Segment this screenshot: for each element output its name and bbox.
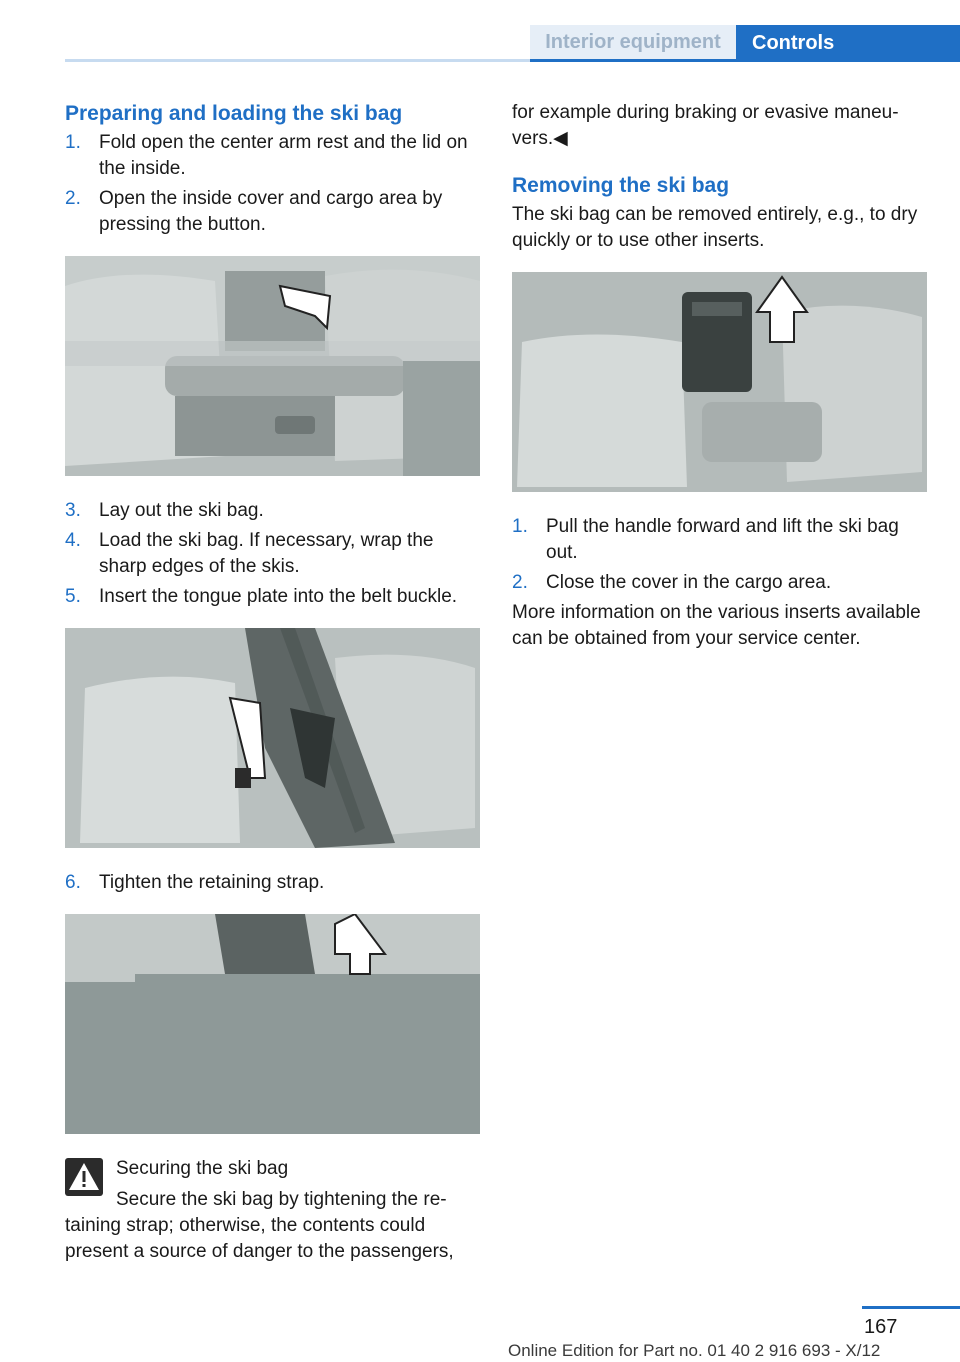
section-heading-removing: Removing the ski bag xyxy=(512,174,730,197)
list-item xyxy=(512,570,930,596)
warning-text-first-line: Secure the ski bag by tightening the re- xyxy=(116,1189,447,1210)
right-column xyxy=(512,100,930,656)
step-text: Lay out the ski bag. xyxy=(99,500,264,521)
page-number: 167 xyxy=(864,1316,898,1338)
header-rule xyxy=(65,59,530,62)
warning-title: Securing the ski bag xyxy=(116,1158,289,1179)
step-number: 1. xyxy=(512,516,528,537)
step-text: Load the ski bag. If necessary, wrap the sharp edges of the skis. xyxy=(99,530,434,577)
left-column xyxy=(65,100,483,1265)
step-number: 3. xyxy=(65,500,81,521)
section-heading-preparing: Preparing and loading the ski bag xyxy=(65,102,403,125)
list-item xyxy=(65,584,483,610)
continuation-text: for example during braking or evasive maneu-vers.◀ xyxy=(512,102,899,149)
page-number-rule xyxy=(862,1306,960,1309)
step-number: 2. xyxy=(65,188,81,209)
header-chapter-tab[interactable]: Controls xyxy=(736,25,960,62)
photo-armrest-open xyxy=(65,256,480,476)
list-item xyxy=(65,528,483,580)
step-text: Tighten the retaining strap. xyxy=(99,872,325,893)
step-text: Open the inside cover and cargo area by pressing the button. xyxy=(99,188,443,235)
step-text: Pull the handle forward and lift the ski bag out. xyxy=(546,516,899,563)
closing-text: More information on the various inserts available can be obtained from your service center. xyxy=(512,602,921,649)
step-number: 6. xyxy=(65,872,81,893)
steps-list-b xyxy=(65,498,483,610)
steps-list-c xyxy=(65,870,483,896)
warning-block xyxy=(65,1156,483,1265)
warning-text: taining strap; otherwise, the contents could present a source of danger to the passengers, xyxy=(65,1215,454,1262)
step-number: 4. xyxy=(65,530,81,551)
list-item xyxy=(512,514,930,566)
intro-text: The ski bag can be removed entirely, e.g., to dry quickly or to use other inserts. xyxy=(512,204,918,251)
list-item xyxy=(65,130,483,182)
warning-triangle-icon xyxy=(65,1158,103,1196)
step-text: Insert the tongue plate into the belt buckle. xyxy=(99,586,458,607)
list-item xyxy=(65,498,483,524)
steps-list-removal xyxy=(512,514,930,596)
step-text: Fold open the center arm rest and the lid on the inside. xyxy=(99,132,468,179)
footer-edition: Online Edition for Part no. 01 40 2 916 693 - X/12 xyxy=(508,1341,881,1360)
list-item xyxy=(65,870,483,896)
step-number: 2. xyxy=(512,572,528,593)
step-number: 1. xyxy=(65,132,81,153)
header-section-tab[interactable]: Interior equipment xyxy=(530,25,736,62)
list-item xyxy=(65,186,483,238)
step-text: Close the cover in the cargo area. xyxy=(546,572,832,593)
photo-ski-bag-buckle xyxy=(65,628,480,848)
photo-ski-bag-removal xyxy=(512,272,927,492)
photo-retaining-strap xyxy=(65,914,480,1134)
steps-list-a xyxy=(65,130,483,238)
step-number: 5. xyxy=(65,586,81,607)
